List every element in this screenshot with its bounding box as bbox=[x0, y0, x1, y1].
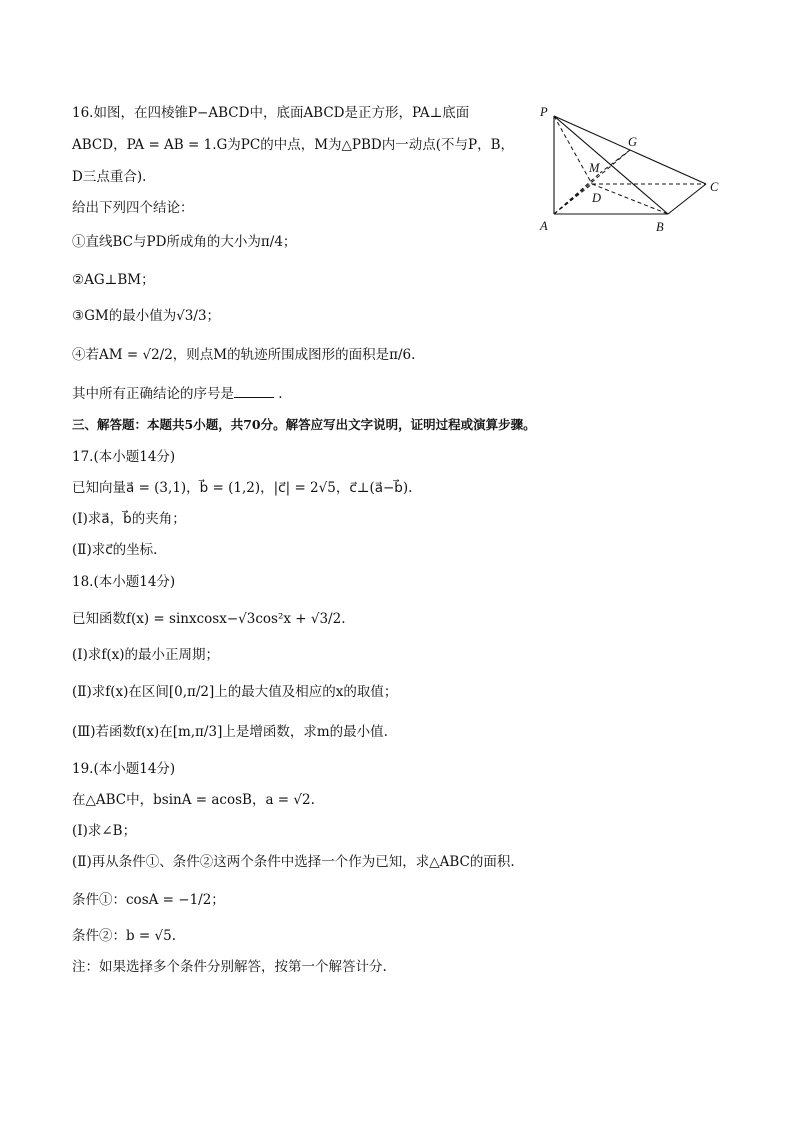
text-line-content: 其中所有正确结论的序号是 bbox=[72, 386, 234, 402]
label-M: M bbox=[589, 161, 600, 175]
edge-DB bbox=[592, 184, 668, 214]
label-G: G bbox=[628, 135, 638, 149]
edge-BC bbox=[668, 184, 706, 214]
text-line bbox=[72, 136, 514, 154]
text-line-content: 19.(本小题14分) bbox=[72, 761, 176, 777]
text-line-content: (Ⅰ)求f(x)的最小正周期； bbox=[72, 647, 220, 663]
text-line bbox=[72, 573, 175, 591]
label-A: A bbox=[540, 219, 548, 233]
text-line bbox=[72, 307, 220, 325]
text-line bbox=[72, 168, 146, 186]
answer-blank[interactable] bbox=[234, 385, 274, 398]
text-line bbox=[72, 891, 225, 909]
label-C: C bbox=[710, 180, 719, 194]
label-D: D bbox=[592, 191, 602, 205]
text-line bbox=[72, 479, 412, 497]
text-line-content: ③GM的最小值为√3/3； bbox=[72, 308, 221, 324]
text-line-content: ①直线BC与PD所成角的大小为π/4； bbox=[72, 234, 297, 250]
pyramid-figure bbox=[530, 98, 730, 238]
text-line-content: 条件①：cosA = −1/2； bbox=[72, 892, 225, 908]
text-line bbox=[72, 610, 345, 628]
text-line bbox=[72, 448, 175, 466]
text-line-content: 已知向量a⃗ = (3,1)，b⃗ = (1,2)，|c⃗| = 2√5，c⃗⊥(a⃗−b⃗). bbox=[72, 480, 413, 496]
text-line bbox=[72, 646, 219, 664]
text-line-content: D三点重合). bbox=[72, 169, 147, 185]
text-line-content: ④若AM = √2/2，则点M的轨迹所围成图形的面积是π/6. bbox=[72, 347, 416, 363]
text-line-content: ABCD，PA = AB = 1.G为PC的中点，M为△PBD内一动点(不与P，B， bbox=[72, 137, 515, 153]
text-line-content: 18.(本小题14分) bbox=[72, 574, 176, 590]
text-line-content: (Ⅱ)再从条件①、条件②这两个条件中选择一个作为已知，求△ABC的面积. bbox=[72, 854, 515, 870]
text-line-content: (Ⅰ)求∠B； bbox=[72, 823, 137, 839]
text-line-content: (Ⅱ)求c⃗的坐标. bbox=[72, 542, 158, 558]
text-line bbox=[72, 760, 175, 778]
text-line bbox=[72, 271, 155, 289]
text-line bbox=[72, 683, 397, 701]
text-line-content: 17.(本小题14分) bbox=[72, 449, 176, 465]
text-line bbox=[72, 822, 136, 840]
text-line bbox=[72, 927, 176, 945]
edge-PD bbox=[554, 116, 592, 184]
text-line bbox=[72, 233, 296, 251]
text-line bbox=[72, 104, 469, 122]
text-line-content: 给出下列四个结论： bbox=[72, 200, 194, 216]
text-line-content: 在△ABC中，bsinA = acosB，a = √2. bbox=[72, 792, 315, 808]
label-P: P bbox=[540, 105, 548, 119]
text-line-content: (Ⅲ)若函数f(x)在[m,π/3]上是增函数，求m的最小值. bbox=[72, 724, 388, 740]
period: . bbox=[274, 386, 283, 402]
text-line-content: 条件②：b = √5. bbox=[72, 928, 177, 944]
text-line bbox=[72, 385, 283, 403]
text-line bbox=[72, 541, 157, 559]
text-line bbox=[72, 958, 387, 976]
text-line bbox=[72, 723, 388, 741]
label-B: B bbox=[656, 220, 664, 234]
text-line-content: ②AG⊥BM； bbox=[72, 272, 155, 288]
text-line-content: (Ⅱ)求f(x)在区间[0,π/2]上的最大值及相应的x的取值； bbox=[72, 684, 398, 700]
text-line bbox=[72, 346, 415, 364]
text-line bbox=[72, 853, 515, 871]
text-line bbox=[72, 416, 536, 434]
text-line-content: 注：如果选择多个条件分别解答，按第一个解答计分. bbox=[72, 959, 387, 975]
text-line-content: 16.如图，在四棱锥P−ABCD中，底面ABCD是正方形，PA⊥底面 bbox=[72, 105, 470, 121]
text-line-content: (Ⅰ)求a⃗，b⃗的夹角； bbox=[72, 511, 186, 527]
text-line-content: 三、解答题：本题共5小题，共70分。解答应写出文字说明，证明过程或演算步骤。 bbox=[72, 417, 536, 432]
text-line bbox=[72, 199, 194, 217]
text-line-content: 已知函数f(x) = sinxcosx−√3cos²x + √3/2. bbox=[72, 611, 346, 627]
text-line bbox=[72, 791, 315, 809]
text-line bbox=[72, 510, 186, 528]
